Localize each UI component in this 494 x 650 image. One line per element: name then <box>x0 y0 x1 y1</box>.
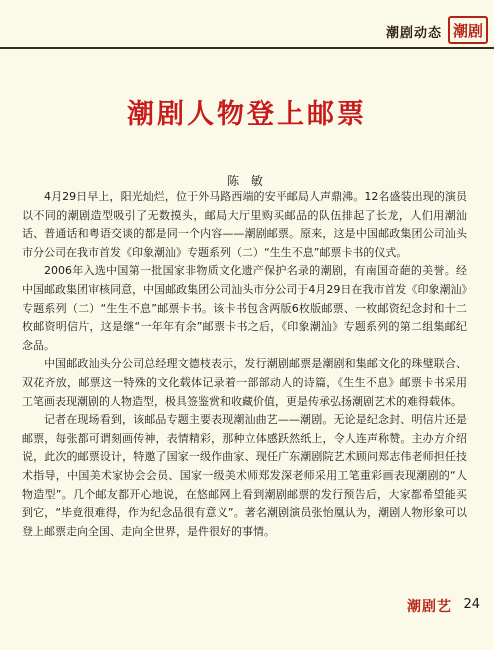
page-number: 24 <box>463 597 480 612</box>
paragraph-2: 2006年入选中国第一批国家非物质文化遗产保护名录的潮剧，有南国奇葩的美誉。经中国邮政集团审核同意，中国邮政集团公司汕头市分公司于4月29日在我市首发《印象潮汕》专题系列（二）“生生不息”邮票卡书。该卡书包含两版6枚版邮票、一枚邮资纪念封和十二枚邮资明信片，这是继“一年年有余”邮票卡书之后，《印象潮汕》专题系列的第二组集邮纪念品。 <box>22 264 467 352</box>
paragraph-1: 4月29日早上，阳光灿烂，位于外马路西端的安平邮局人声鼎沸。12名盛装出现的演员以不同的潮剧造型吸引了无数摸头，邮局大厅里购买邮品的队伍排起了长龙，人们用潮汕话、普通话和粤语交谈的都是同一个内容——潮剧邮票。原来，这是中国邮政集团公司汕头市分公司在我市首发《印象潮汕》专题系列（二）“生生不息”邮票卡书的仪式。 <box>22 190 467 259</box>
footer-logo: 潮剧艺 <box>407 599 452 615</box>
paragraph-3: 中国邮政汕头分公司总经理文德枝表示，发行潮剧邮票是潮剧和集邮文化的珠璧联合、双花齐放，邮票这一特殊的文化载体记录着一部部动人的诗篇，《生生不息》邮票卡书采用工笔画表现潮剧的人物造型，极具签鉴赏和收藏价值，更是传承弘扬潮剧艺术的难得载体。 <box>22 357 467 408</box>
header-rule <box>0 47 494 49</box>
paragraph-4: 记者在现场看到，该邮品专题主要表现潮汕曲艺——潮剧。无论是纪念封、明信片还是邮票，每张都可谓刻画传神，表情精彩，那种立体感跃然纸上，令人连声称赞。主办方介绍说，此次的邮票设计，特邀了国家一级作曲家、现任广东潮剧院艺术顾问郑志伟老师担任技术指导，中国美术家协会会员、国家一级美术师郑发深老师采用工笔重彩画表现潮剧的“人物造型”。几个邮友都开心地说，在悠邮网上看到潮剧邮票的发行预告后，大家都希望能买到它，“毕竟很难得，作为纪念品很有意义”。著名潮剧演员张怡凰认为，潮剧人物形象可以登上邮票走向全国、走向全世界，是件很好的事情。 <box>22 413 467 538</box>
section-label: 潮剧动态 <box>385 26 442 41</box>
article-author: 陈 敏 <box>227 174 267 188</box>
article-title: 潮剧人物登上邮票 <box>127 99 367 130</box>
article-body <box>22 188 467 541</box>
magazine-seal: 潮剧 <box>448 16 488 44</box>
